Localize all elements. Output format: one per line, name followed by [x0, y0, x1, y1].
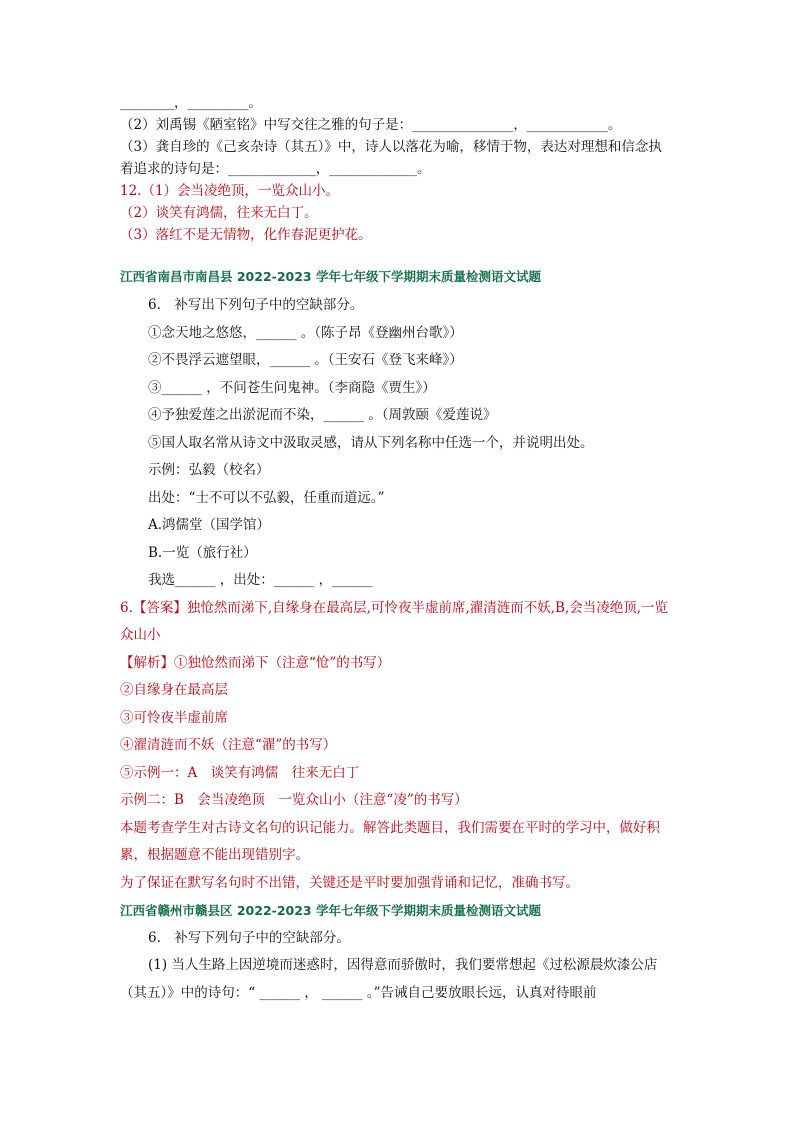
analysis-2: ②自缘身在最高层 — [120, 682, 228, 698]
analysis-7: 本题考查学生对古诗文名句的识记能力。解答此类题目，我们需要在平时的学习中，做好积 — [120, 819, 660, 836]
option-a: A.鸿儒堂（国学馆） — [148, 517, 271, 533]
analysis-4: ④濯清涟而不妖（注意“濯”的书写） — [120, 737, 337, 753]
answer-12-3: （3）落红不是无情物，化作春泥更护花。 — [120, 227, 372, 243]
question-3-line1: （3）龚自珍的《己亥杂诗（其五）》中，诗人以落花为喻，移情于物，表达对理想和信念执 — [120, 139, 662, 155]
example-name: 示例：弘毅（校名） — [148, 462, 270, 478]
analysis-1: 【解析】①独怆然而涕下（注意“怆”的书写） — [120, 654, 391, 671]
analysis-8: 累，根据题意不能出现错别字。 — [120, 847, 309, 863]
answer-12-2: （2）谈笑有鸿儒，往来无白丁。 — [120, 205, 318, 221]
question-3-line2: 着追求的诗句是：_____________，_____________。 — [120, 161, 431, 177]
answer-12-1: 12.（1）会当凌绝顶，一览众山小。 — [120, 183, 340, 199]
question-6-item-2: ②不畏浮云遮望眼，______ 。（王安石《登飞来峰》） — [148, 352, 463, 368]
analysis-3: ③可怜夜半虚前席 — [120, 709, 228, 726]
section-title-ganzhou: 江西省赣州市赣县区 2022-2023 学年七年级下学期期末质量检测语文试题 — [120, 903, 541, 918]
question-6-heading: 6. 补写出下列句子中的空缺部分。 — [148, 297, 364, 313]
analysis-6: 示例二：B 会当凌绝顶 一览众山小（注意“凌”的书写） — [120, 792, 468, 808]
question-6-item-3: ③______ ，不问苍生问鬼神。（李商隐《贾生》） — [148, 379, 436, 396]
analysis-9: 为了保证在默写名句时不出错，关键还是平时要加强背诵和记忆，准确书写。 — [120, 874, 579, 891]
question-6-item-5: ⑤国人取名常从诗文中汲取灵感，请从下列名称中任选一个，并说明出处。 — [148, 434, 594, 451]
blank-line: ________，_________。 — [120, 95, 262, 111]
question-6b-heading: 6. 补写下列句子中的空缺部分。 — [148, 929, 350, 946]
document-page — [120, 92, 680, 1007]
option-b: B.一览（旅行社） — [148, 544, 257, 561]
answer-6-line1: 6.【答案】独怆然而涕下,自缘身在最高层,可怜夜半虚前席,濯清涟而不妖,B,会当凌绝顶,一览 — [120, 599, 669, 616]
analysis-5: ⑤示例一：A 谈笑有鸿儒 往来无白丁 — [120, 764, 360, 781]
question-6b-item-1-line1: (1) 当人生路上因逆境而迷惑时，因得意而骄傲时，我们要常想起《过松源晨炊漆公店 — [148, 957, 658, 973]
answer-blank-line: 我选______ ，出处：______ ，______ — [148, 572, 373, 588]
question-6b-item-1-line2: （其五）》中的诗句：“ ______ ， ______ 。”告诫自己要放眼长远，认真对待眼前 — [120, 984, 597, 1001]
question-2: （2）刘禹锡《陋室铭》中写交往之雅的句子是：_______________，____________。 — [120, 117, 622, 133]
example-source: 出处：“士不可以不弘毅，任重而道远。” — [148, 489, 385, 506]
question-6-item-1: ①念天地之悠悠，______ 。（陈子昂《登幽州台歌》） — [148, 324, 463, 341]
question-6-item-4: ④予独爱莲之出淤泥而不染，______ 。（周敦颐《爱莲说》 — [148, 407, 497, 423]
answer-6-line2: 众山小 — [120, 627, 161, 643]
section-title-nanchang: 江西省南昌市南昌县 2022-2023 学年七年级下学期期末质量检测语文试题 — [120, 269, 541, 284]
